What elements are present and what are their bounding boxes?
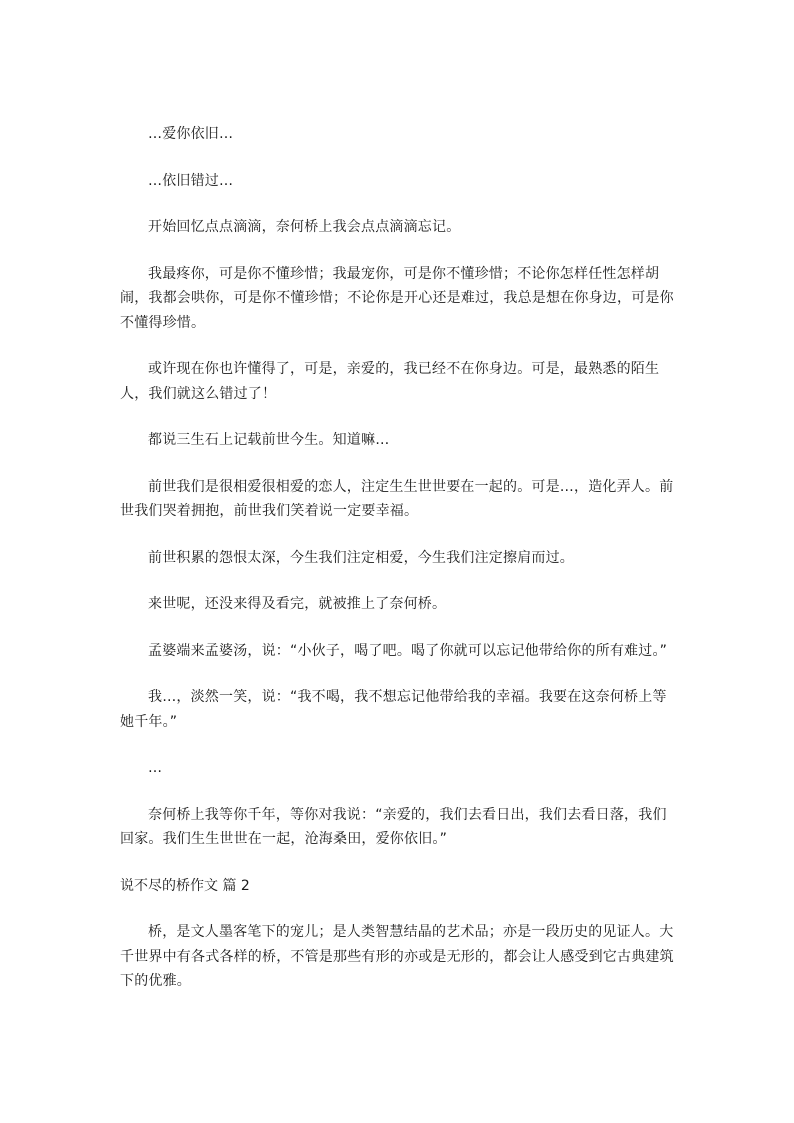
paragraph: 桥，是文人墨客笔下的宠儿；是人类智慧结晶的艺术品；亦是一段历史的见证人。大千世界中有各式各样的桥，不管是那些有形的亦或是无形的，都会让人感受到它古典建筑下的优雅。	[120, 924, 674, 989]
paragraph: 开始回忆点点滴滴，奈何桥上我会点点滴滴忘记。	[148, 219, 461, 235]
paragraph: 前世积累的怨恨太深，今生我们注定相爱，今生我们注定擦肩而过。	[148, 549, 574, 566]
section-heading: 说不尽的桥作文 篇 2	[120, 877, 250, 894]
paragraph: …爱你依旧…	[148, 126, 234, 142]
paragraph: 我…，淡然一笑，说：“我不喝，我不想忘记他带给我的幸福。我要在这奈何桥上等她千年。”	[120, 689, 667, 730]
paragraph: 来世呢，还没来得及看完，就被推上了奈何桥。	[148, 596, 447, 612]
paragraph: 孟婆端来孟婆汤，说：“小伙子，喝了吧。喝了你就可以忘记他带给你的所有难过。”	[148, 642, 668, 659]
document-page	[120, 122, 680, 1016]
paragraph: 或许现在你也许懂得了，可是，亲爱的，我已经不在你身边。可是，最熟悉的陌生人，我们就这么错过了！	[120, 361, 660, 402]
paragraph: 我最疼你，可是你不懂珍惜；我最宠你，可是你不懂珍惜；不论你怎样任性怎样胡闹，我都会哄你，可是你不懂珍惜；不论你是开心还是难过，我总是想在你身边，可是你不懂得珍惜。	[120, 265, 674, 331]
paragraph: 奈何桥上我等你千年，等你对我说：“亲爱的，我们去看日出，我们去看日落，我们回家。我们生生世世在一起，沧海桑田，爱你依旧。”	[120, 806, 667, 847]
paragraph: …依旧错过…	[148, 172, 234, 189]
paragraph: 都说三生石上记载前世今生。知道嘛…	[148, 432, 390, 448]
paragraph: …	[148, 760, 163, 776]
paragraph: 前世我们是很相爱很相爱的恋人，注定生生世世要在一起的。可是…，造化弄人。前世我们哭着拥抱，前世我们笑着说一定要幸福。	[120, 478, 674, 519]
